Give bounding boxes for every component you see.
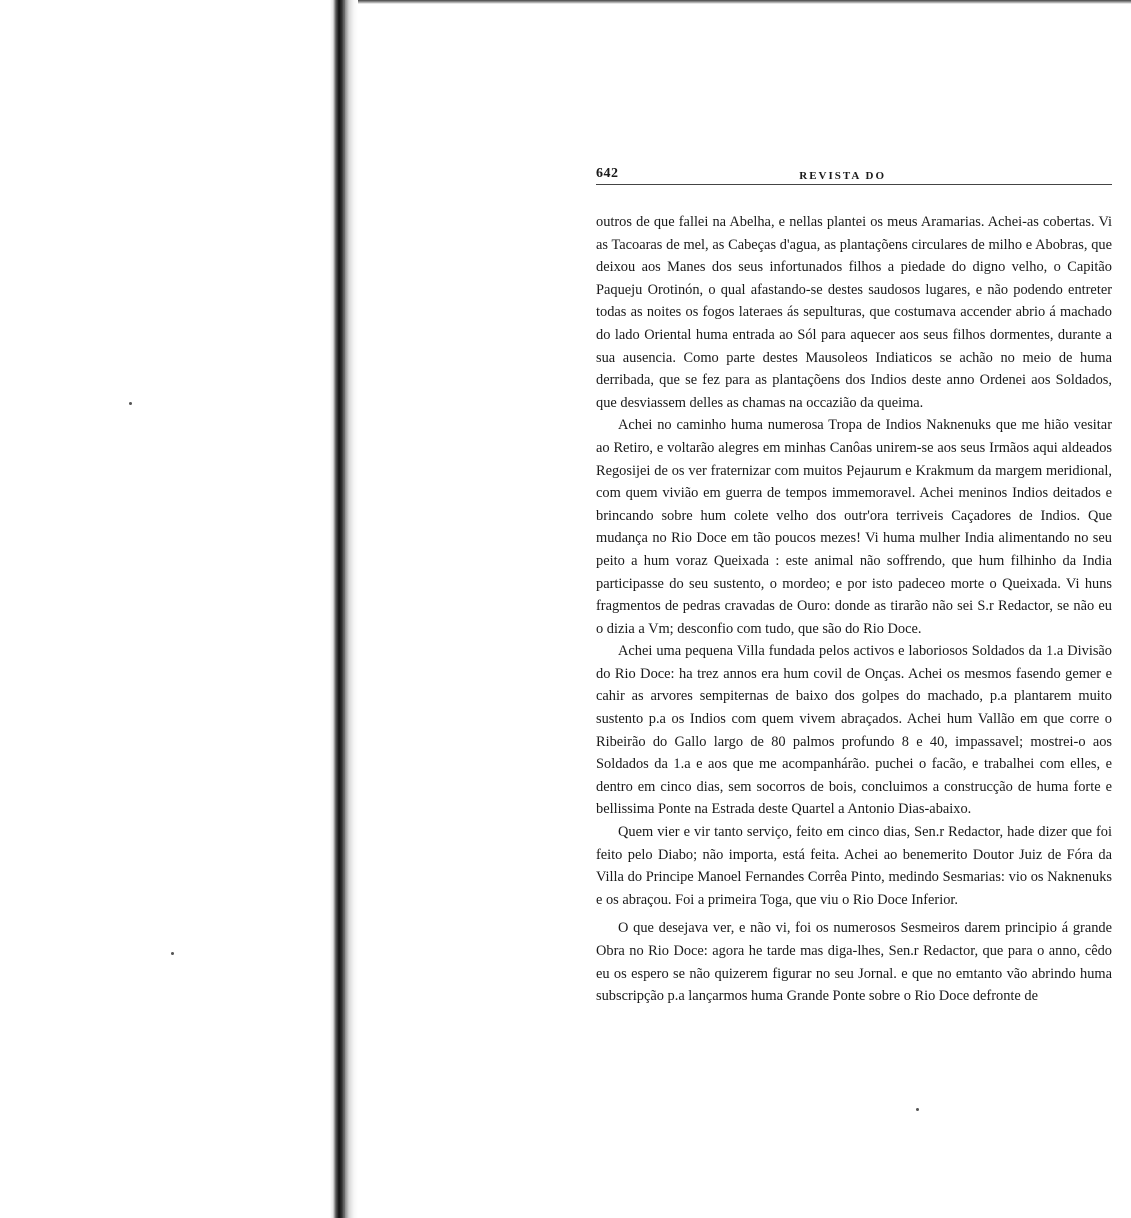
paper-speck bbox=[916, 1108, 919, 1111]
body-text bbox=[596, 211, 1112, 1008]
page-header bbox=[596, 160, 1112, 185]
blank-verso-page bbox=[0, 0, 338, 1218]
paragraph: Quem vier e vir tanto serviço, feito em cinco dias, Sen.r Redactor, hade dizer que foi feito pelo Diabo; não importa, está feita. Achei ao benemerito Doutor Juiz de Fóra da Villa do Principe Manoel Fernandes Corrêa Pinto, medindo Sesmarias: vio os Naknenuks e os abraçou. Foi a primeira Toga, que viu o Rio Doce Inferior. bbox=[596, 824, 1112, 908]
printed-page bbox=[596, 160, 1112, 1008]
gutter-edge-line bbox=[344, 0, 345, 1218]
paper-speck bbox=[171, 952, 174, 955]
paragraph: outros de que fallei na Abelha, e nellas plantei os meus Aramarias. Achei-as cobertas. Vi as Tacoaras de mel, as Cabeças d'agua, as plantaçõens circulares de milho e Abobras, que deixou aos Manes dos seus infortunados filhos a piedade do digno velho, o Capitão Paqueju Orotinón, o qual afastando-se destes saudosos lugares, e não podendo entreter todas as noites os fogos lateraes ás sepulturas, que costumava accender abrio á machado do lado Oriental huma entrada ao Sól para aquecer aos seus filhos dormentes, durante a sua ausencia. Como parte destes Mausoleos Indiaticos se achão no meio de huma derribada, que se fez para as plantaçõens dos Indios deste anno Ordenei aos Soldados, que desviassem delles as chamas na occazião da queima. bbox=[596, 214, 1112, 411]
running-head: REVISTA DO bbox=[799, 170, 886, 182]
paragraph: O que desejava ver, e não vi, foi os numerosos Sesmeiros darem principio á grande Obra no Rio Doce: agora he tarde mas diga-lhes, Sen.r Redactor, que para o anno, cêdo eu os espero se não quizerem figurar no seu Jornal. e que no emtanto vão abrindo huma subscripção p.a lançarmos huma Grande Ponte sobre o Rio Doce defronte de bbox=[596, 920, 1112, 1005]
page-number: 642 bbox=[596, 166, 619, 181]
page-top-edge bbox=[358, 0, 1131, 4]
paper-speck bbox=[129, 402, 132, 405]
paragraph: Achei no caminho huma numerosa Tropa de Indios Naknenuks que me hião vesitar ao Retiro, e voltarão alegres em minhas Canôas unirem-se aos seus Irmãos aqui aldeados Regosijei de os ver fraternizar com muitos Pejaurum e Krakmum da margem meridional, com quem vivião em guerra de tempos immemoravel. Achei meninos Indios deitados e brincando sobre hum colete velho dos outr'ora terriveis Caçadores de Indios. Que mudança no Rio Doce em tão poucos mezes! Vi huma mulher India alimentando no seu peito a hum voraz Queixada : este animal não soffrendo, que hum filhinho da India participasse do seu sustento, o mordeo; e por isto padeceo morte o Queixada. Vi huns fragmentos de pedras cravadas de Ouro: donde as tirarão não sei S.r Redactor, se não eu o dizia a Vm; desconfio com tudo, que são do Rio Doce. bbox=[596, 417, 1112, 637]
paragraph: Achei uma pequena Villa fundada pelos activos e laboriosos Soldados da 1.a Divisão do Rio Doce: ha trez annos era hum covil de Onças. Achei os mesmos fasendo gemer e cahir as arvores sempiternas de baixo dos golpes do machado, p.a plantarem muito sustento p.a os Indios com quem vivem abraçados. Achei hum Vallão em que corre o Ribeirão do Gallo largo de 80 palmos profundo 8 e 40, impassavel; mostrei-o aos Soldados da 1.a e aos que me acompanhárão. puchei o facão, e trabalhei com elles, e dentro em cinco dias, sem socorros de bois, concluimos a construcção de huma forte e bellissima Ponte na Estrada deste Quartel a Antonio Dias-abaixo. bbox=[596, 643, 1112, 818]
